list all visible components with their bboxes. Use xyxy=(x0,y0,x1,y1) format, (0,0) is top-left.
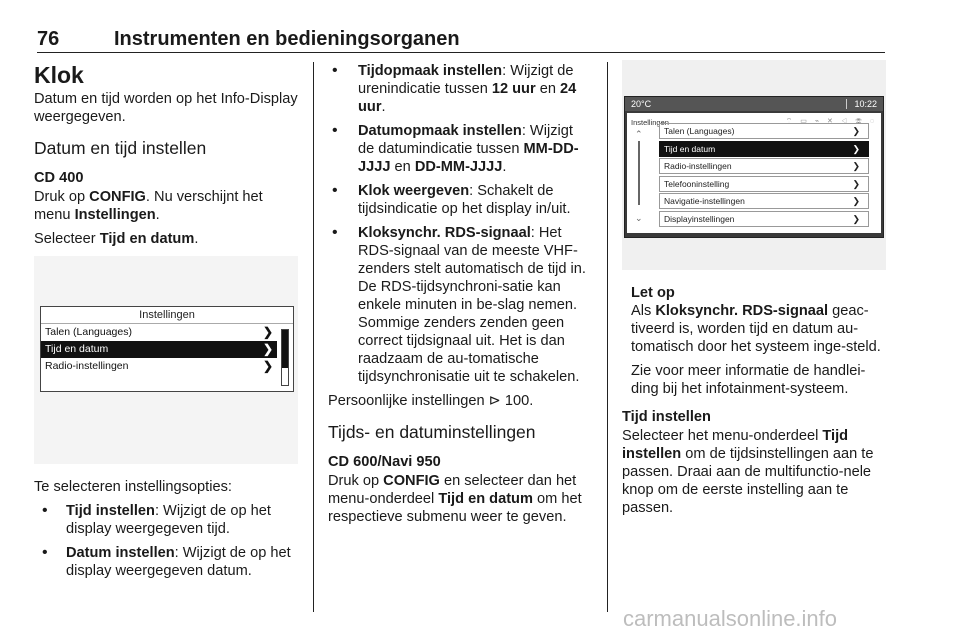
status-icons: ⌔ ▭ ⌁ ✕ ◁ ☏ ◌ xyxy=(785,118,877,125)
menu-item-display: Displayinstellingen ❯ xyxy=(659,211,869,227)
chevron-down-icon: ⌄ xyxy=(635,213,643,223)
note-paragraph-2: Zie voor meer informatie de handlei-ding bij het infotainment-systeem. xyxy=(631,363,866,397)
subheading-tijds-datum: Tijds- en datuminstellingen xyxy=(328,422,536,442)
options-list xyxy=(34,502,300,580)
paragraph-persoonlijk: Persoonlijke instellingen ⊳ 100. xyxy=(328,393,534,409)
page-ref-icon: ⊳ xyxy=(488,393,501,409)
column-2 xyxy=(328,62,592,532)
subheading-tijd-instellen: Tijd instellen xyxy=(622,409,711,425)
paragraph-druk-config: Druk op CONFIG. Nu verschijnt het menu Instellingen. xyxy=(34,189,263,223)
list-item: • Klok weergeven: Schakelt de tijdsindicatie op het display in/uit. xyxy=(328,182,592,218)
list-item: • Datumopmaak instellen: Wijzigt de datumindicatie tussen MM-DD-JJJJ en DD-MM-JJJJ. xyxy=(328,122,592,176)
note-paragraph-1: Als Kloksynchr. RDS-signaal geac-tiveerd is, worden tijd en datum au-tomatisch door het systeem inge-steld. xyxy=(631,303,881,355)
menu-item-tijd-en-datum: Tijd en datum ❯ xyxy=(41,341,277,358)
list-item: • Tijd instellen: Wijzigt de op het display weergegeven tijd. xyxy=(34,502,300,538)
subheading-datum-tijd: Datum en tijd instellen xyxy=(34,138,207,158)
subheading-cd600: CD 600/Navi 950 xyxy=(328,454,441,470)
paragraph-tijd-instellen: Selecteer het menu-onderdeel Tijd instellen om de tijdsinstellingen aan te passen. Draai aan de multifunctio-nele knop om de eerste instelling aan te passen. xyxy=(622,428,874,516)
subheading-cd400: CD 400 xyxy=(34,170,84,186)
menu-item-radio: Radio-instellingen ❯ xyxy=(659,158,869,174)
page-number: 76 xyxy=(37,28,60,50)
page-header xyxy=(37,26,885,53)
divider xyxy=(846,99,847,109)
menu-title: Instellingen xyxy=(41,307,293,324)
infotainment-screen-figure xyxy=(622,60,886,270)
chevron-right-icon: ❯ xyxy=(852,196,860,206)
clock: 10:22 xyxy=(854,99,877,109)
column-1 xyxy=(34,62,300,586)
temperature: 20°C xyxy=(631,99,652,109)
chevron-right-icon: ❯ xyxy=(262,359,273,373)
display-screen xyxy=(624,96,884,238)
chevron-right-icon: ❯ xyxy=(852,143,860,154)
chevron-right-icon: ❯ xyxy=(852,213,860,224)
scrollbar-thumb xyxy=(282,330,288,368)
menu-panel xyxy=(627,113,881,233)
column-divider-2 xyxy=(607,62,608,612)
note-block xyxy=(631,284,888,398)
intro-paragraph: Datum en tijd worden op het Info-Display weergegeven. xyxy=(34,91,298,125)
paragraph-opties: Te selecteren instellingsopties: xyxy=(34,479,232,495)
options-list-continued xyxy=(328,62,592,386)
section-heading-klok: Klok xyxy=(34,62,84,88)
running-title: Instrumenten en bedieningsorganen xyxy=(114,28,460,50)
column-3 xyxy=(622,62,888,523)
menu-title: Instellingen xyxy=(631,118,669,127)
chevron-right-icon: ❯ xyxy=(262,342,273,356)
scrollbar xyxy=(281,329,289,386)
menu-item-radio: Radio-instellingen ❯ xyxy=(45,359,273,373)
chevron-right-icon: ❯ xyxy=(852,126,860,136)
menu-item-navigatie: Navigatie-instellingen ❯ xyxy=(659,193,869,209)
paragraph-selecteer: Selecteer Tijd en datum. xyxy=(34,231,199,247)
status-bar xyxy=(625,97,883,111)
menu-list xyxy=(659,123,869,228)
menu-item-telefoon: Telefooninstelling ❯ xyxy=(659,176,869,192)
list-item: • Datum instellen: Wijzigt de op het display weergegeven datum. xyxy=(34,544,300,580)
scroll-track xyxy=(638,141,640,205)
chevron-right-icon: ❯ xyxy=(262,325,273,339)
column-divider-1 xyxy=(313,62,314,612)
chevron-up-icon: ⌃ xyxy=(635,129,643,139)
list-item: • Tijdopmaak instellen: Wijzigt de urenindicatie tussen 12 uur en 24 uur. xyxy=(328,62,592,116)
display-screen xyxy=(40,306,294,392)
list-item: • Kloksynchr. RDS-signaal: Het RDS-signaal van de meeste VHF-zenders stelt automatisch de tijd in. De RDS-tijdsynchroni-satie kan enkele minuten in be-slag nemen. Sommige zenders zenden geen correct tijdsignaal uit. Het is dan raadzaam de au-tomatische tijdsynchronisatie uit te schakelen. xyxy=(328,224,592,386)
watermark: carmanualsonline.info xyxy=(623,606,838,631)
chevron-right-icon: ❯ xyxy=(852,161,860,171)
menu-item-talen: Talen (Languages) ❯ xyxy=(45,325,273,339)
note-title: Let op xyxy=(631,285,675,301)
menu-item-tijd-en-datum: Tijd en datum ❯ xyxy=(659,141,869,157)
chevron-right-icon: ❯ xyxy=(852,178,860,189)
menu-item-talen: Talen (Languages) ❯ xyxy=(659,123,869,139)
paragraph-druk-config-2: Druk op CONFIG en selecteer dan het menu-onderdeel Tijd en datum om het respectieve submenu weer te geven. xyxy=(328,473,582,525)
settings-menu-figure xyxy=(34,256,298,464)
